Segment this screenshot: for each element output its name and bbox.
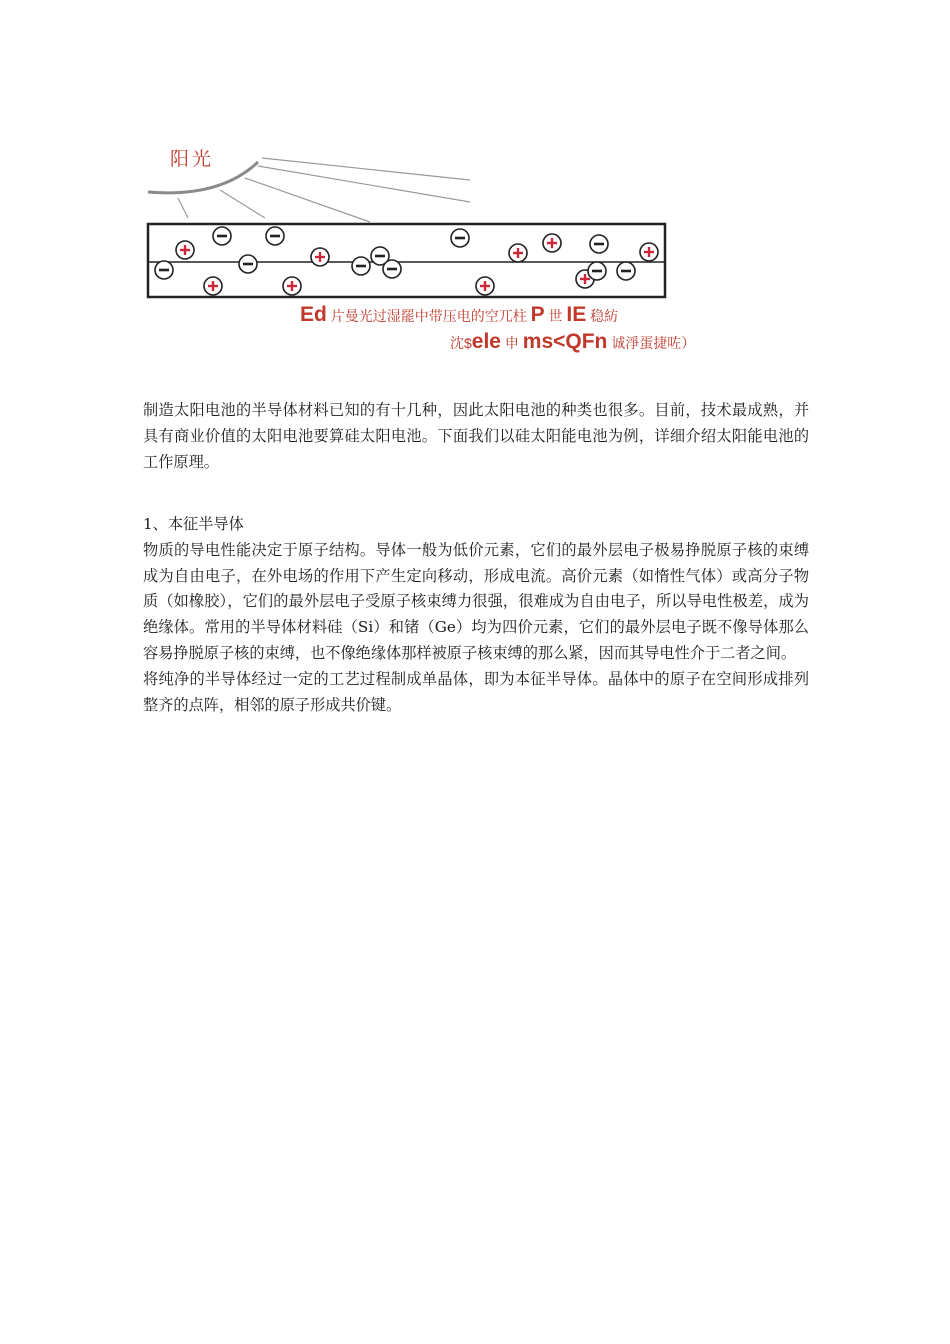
electron-bottom-11 bbox=[617, 262, 635, 280]
section-paragraph-2: 将纯净的半导体经过一定的工艺过程制成单晶体，即为本征半导体。晶体中的原子在空间形成排列整齐的点阵，相邻的原子形成共价键。 bbox=[143, 669, 809, 714]
hole-bottom-1 bbox=[204, 277, 222, 295]
sunlight-label: 阳光 bbox=[170, 148, 215, 170]
hole-top-6 bbox=[543, 234, 561, 252]
hole-bottom-7 bbox=[476, 277, 494, 295]
figure-caption-line1: Ed 片曼光过湿罷中带压电的空兀柱 P 世 IE 稳紡 bbox=[300, 303, 619, 326]
sun-rays bbox=[178, 158, 470, 222]
hole-top-0 bbox=[176, 241, 194, 259]
hole-bottom-10 bbox=[640, 243, 658, 261]
electron-top-7 bbox=[590, 235, 608, 253]
section-paragraph-1: 物质的导电性能决定于原子结构。导体一般为低价元素，它们的最外层电子极易挣脱原子核的束缚成为自由电子，在外电场的作用下产生定向移动，形成电流。高价元素（如惰性气体）或高分子物质（如橡胶），它们的最外层电子受原子核束缚力很强，很难成为自由电子，所以导电性极差，成为绝缘体。常用的半导体材料硅（Si）和锗（Ge）均为四价元素，它们的最外层电子既不像导体那么容易挣脱原子核的束缚，也不像绝缘体那样被原子核束缚的那么紧，因而其导电性介于二者之间。 bbox=[143, 540, 809, 662]
electron-bottom-9 bbox=[588, 262, 606, 280]
section-heading: 1、本征半导体 bbox=[143, 515, 244, 533]
intro-text: 制造太阳电池的半导体材料已知的有十几种，因此太阳电池的种类也很多。目前，技术最成熟，并具有商业价值的太阳电池要算硅太阳电池。下面我们以硅太阳能电池为例，详细介绍太阳能电池的工作原理。 bbox=[143, 401, 809, 471]
electron-bottom-5 bbox=[352, 257, 370, 275]
electron-top-1 bbox=[213, 227, 231, 245]
hole-bottom-3 bbox=[283, 277, 301, 295]
solar-cell-diagram bbox=[140, 140, 700, 310]
figure-caption-line2: 沈$ele 申 ms<QFn 诚淨蛋捷咗） bbox=[450, 330, 696, 353]
electron-bottom-0 bbox=[155, 261, 173, 279]
electron-top-4 bbox=[451, 229, 469, 247]
section-intrinsic-semiconductor bbox=[143, 512, 809, 718]
electron-bottom-6 bbox=[383, 260, 401, 278]
hole-top-5 bbox=[509, 244, 527, 262]
solar-cell-figure bbox=[140, 140, 700, 360]
electron-bottom-2 bbox=[239, 255, 257, 273]
hole-bottom-4 bbox=[311, 248, 329, 266]
intro-paragraph bbox=[143, 398, 809, 475]
electron-top-2 bbox=[266, 227, 284, 245]
